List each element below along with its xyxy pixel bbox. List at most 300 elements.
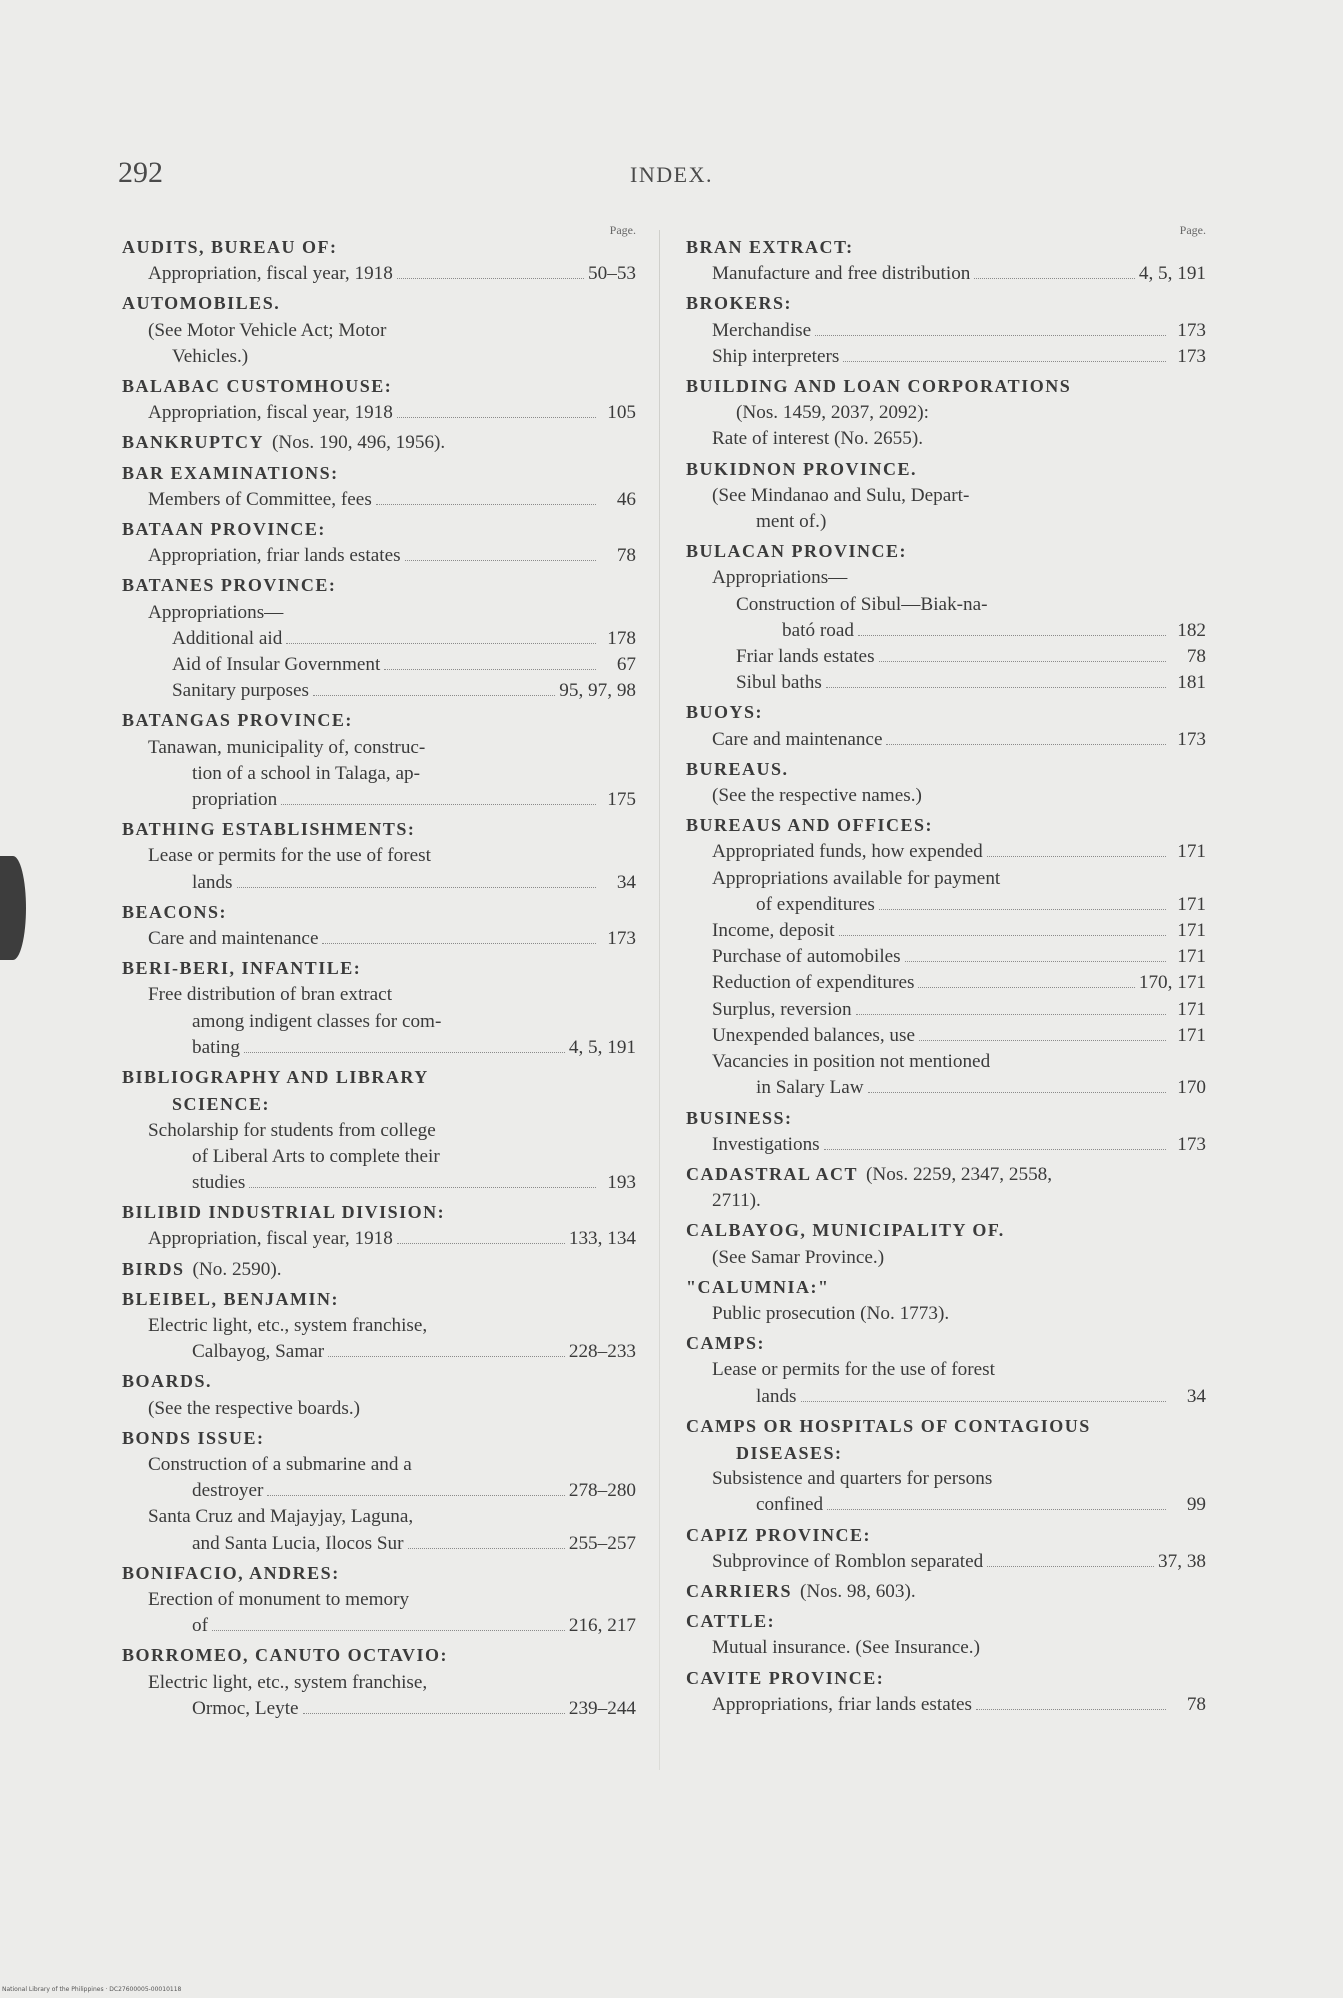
entry-heading-line (122, 1368, 636, 1395)
entry-heading-line (686, 1330, 1206, 1357)
entry-subline (686, 1384, 1206, 1410)
entry-heading-line (686, 1413, 1206, 1440)
entry-subline (686, 918, 1206, 944)
entry-subline (686, 261, 1206, 287)
index-entry (686, 699, 1206, 752)
entry-subline (122, 626, 636, 652)
entry-subline: (See Motor Vehicle Act; Motor (148, 319, 387, 341)
page-reference: 175 (607, 789, 636, 811)
page-reference: 67 (616, 654, 636, 676)
entry-subline (122, 1035, 636, 1061)
dot-leader (815, 335, 1166, 336)
entry-heading: CAMPS OR HOSPITALS OF CONTAGIOUS (686, 1415, 1091, 1436)
subentry-text: Appropriations, friar lands estates (712, 1693, 973, 1715)
entry-heading-line (686, 699, 1206, 726)
page-reference: 78 (616, 545, 636, 567)
entry-subline: Vacancies in position not mentioned (712, 1051, 991, 1073)
entry-subline: SCIENCE: (172, 1094, 271, 1115)
entry-subline (122, 1531, 636, 1557)
entry-subline: tion of a school in Talaga, ap- (192, 762, 420, 784)
page-reference: 133, 134 (568, 1228, 636, 1250)
entry-heading: BILIBID INDUSTRIAL DIVISION: (122, 1202, 446, 1223)
subentry-text: bató road (782, 619, 854, 641)
entry-subline: (See Mindanao and Sulu, Depart- (712, 484, 970, 506)
page-reference: 34 (1186, 1385, 1206, 1407)
page-reference: 173 (1177, 345, 1206, 367)
dot-leader (237, 887, 596, 888)
subentry-text: Merchandise (712, 319, 812, 341)
entry-heading: CALBAYOG, MUNICIPALITY OF. (686, 1220, 1005, 1241)
dot-leader (824, 1149, 1166, 1150)
entry-subline (122, 678, 636, 704)
dot-leader (376, 504, 596, 505)
page-reference: 173 (1177, 728, 1206, 750)
entry-subline (122, 787, 636, 813)
entry-heading-line (686, 373, 1206, 400)
entry-heading: BUSINESS: (686, 1107, 793, 1128)
entry-subline: (Nos. 1459, 2037, 2092): (736, 402, 929, 424)
entry-heading: CAVITE PROVINCE: (686, 1667, 885, 1688)
index-entry (122, 516, 636, 569)
entry-heading: BIRDS (122, 1258, 185, 1279)
entry-heading-line (122, 816, 636, 843)
subentry-text: and Santa Lucia, Ilocos Sur (192, 1532, 404, 1554)
entry-heading-reference: (No. 2590). (192, 1258, 282, 1280)
entry-heading: BAR EXAMINATIONS: (122, 462, 339, 483)
subentry-text: Care and maintenance (148, 928, 319, 950)
entry-subline (122, 1226, 636, 1252)
entry-subline (122, 543, 636, 569)
entry-heading: AUDITS, BUREAU OF: (122, 237, 338, 257)
entry-heading-line (122, 572, 636, 599)
entry-subline (686, 1549, 1206, 1575)
dot-leader (397, 278, 584, 279)
entry-heading-line (686, 1161, 1206, 1188)
entry-subline: Lease or permits for the use of forest (712, 1359, 995, 1381)
subentry-text: Additional aid (172, 627, 283, 649)
dot-leader (322, 943, 596, 944)
entry-heading-line (686, 1665, 1206, 1692)
entry-subline: Lease or permits for the use of forest (148, 845, 431, 867)
page-reference: 216, 217 (568, 1615, 636, 1637)
entry-heading-line (686, 538, 1206, 565)
entry-heading: BEACONS: (122, 901, 228, 922)
entry-heading-line (686, 456, 1206, 483)
page-reference: 173 (1177, 319, 1206, 341)
dot-leader (267, 1495, 564, 1496)
subentry-text: of expenditures (756, 893, 875, 915)
entry-heading: CADASTRAL ACT (686, 1163, 859, 1184)
index-entry (686, 1330, 1206, 1410)
entry-heading-line (122, 707, 636, 734)
index-entry (686, 1665, 1206, 1718)
entry-subline (122, 1478, 636, 1504)
entry-subline (686, 618, 1206, 644)
entry-subline: Electric light, etc., system franchise, (148, 1314, 428, 1336)
entry-heading-line (686, 1522, 1206, 1549)
entry-heading-line (122, 1256, 636, 1283)
dot-leader (281, 804, 596, 805)
dot-leader (212, 1630, 565, 1631)
index-entry (122, 1642, 636, 1722)
entry-heading: BONDS ISSUE: (122, 1427, 265, 1448)
entry-subline (122, 261, 636, 287)
entry-heading-line (122, 516, 636, 543)
dot-leader (286, 643, 596, 644)
entry-heading-line (122, 1064, 636, 1091)
entry-heading: BUREAUS AND OFFICES: (686, 815, 934, 836)
page-reference: 34 (616, 871, 636, 893)
entry-subline (122, 870, 636, 896)
entry-subline (686, 1692, 1206, 1718)
dot-leader (987, 856, 1166, 857)
subentry-text: Surplus, reversion (712, 998, 852, 1020)
index-entry (686, 1522, 1206, 1575)
subentry-text: Reduction of expenditures (712, 972, 915, 994)
subentry-text: Sanitary purposes (172, 680, 309, 702)
entry-heading-line (686, 1608, 1206, 1635)
page-reference: 99 (1186, 1494, 1206, 1516)
index-entry (122, 1256, 636, 1283)
index-entry (686, 1161, 1206, 1214)
subentry-text: lands (756, 1385, 797, 1407)
dot-leader (313, 695, 555, 696)
subentry-text: Appropriation, friar lands estates (148, 545, 401, 567)
dot-leader (408, 1548, 565, 1549)
index-entry (686, 1274, 1206, 1327)
index-entry (122, 1368, 636, 1421)
dot-leader (244, 1052, 565, 1053)
entry-heading-line (122, 429, 636, 456)
entry-subline: 2711). (712, 1190, 761, 1212)
subentry-text: Calbayog, Samar (192, 1341, 325, 1363)
dot-leader (879, 661, 1166, 662)
entry-heading: BIBLIOGRAPHY AND LIBRARY (122, 1067, 429, 1088)
entry-subline: of Liberal Arts to complete their (192, 1145, 440, 1167)
page-reference: 78 (1186, 1693, 1206, 1715)
dot-leader (843, 361, 1166, 362)
entry-heading: BATAAN PROVINCE: (122, 519, 326, 540)
entry-subline (122, 652, 636, 678)
entry-subline: among indigent classes for com- (192, 1010, 442, 1032)
index-entry (122, 290, 636, 370)
subentry-text: lands (192, 871, 233, 893)
page-reference: 171 (1177, 946, 1206, 968)
index-entry (122, 460, 636, 513)
index-entry (686, 456, 1206, 536)
subentry-text: Unexpended balances, use (712, 1024, 915, 1046)
index-entry (686, 1105, 1206, 1158)
entry-subline: (See the respective boards.) (148, 1397, 361, 1419)
entry-subline (122, 926, 636, 952)
dot-leader (801, 1401, 1166, 1402)
entry-subline: (See the respective names.) (712, 785, 922, 807)
index-entry (686, 1578, 1206, 1605)
dot-leader (879, 909, 1166, 910)
entry-heading: BUOYS: (686, 702, 764, 723)
entry-heading-line (122, 955, 636, 982)
entry-subline: (See Samar Province.) (712, 1246, 885, 1268)
entry-subline: Electric light, etc., system franchise, (148, 1671, 428, 1693)
entry-heading: CAPIZ PROVINCE: (686, 1524, 872, 1545)
page-reference: 182 (1177, 619, 1206, 641)
entry-subline (686, 318, 1206, 344)
index-entry (686, 234, 1206, 287)
index-entry (122, 234, 636, 287)
dot-leader (826, 687, 1166, 688)
index-entry (122, 1286, 636, 1366)
entry-subline (686, 1023, 1206, 1049)
entry-heading-line (686, 1105, 1206, 1132)
entry-heading: CARRIERS (686, 1580, 793, 1601)
entry-subline: Scholarship for students from college (148, 1119, 436, 1141)
page-reference: 46 (616, 488, 636, 510)
entry-heading: CAMPS: (686, 1333, 765, 1354)
entry-heading: BONIFACIO, ANDRES: (122, 1562, 340, 1583)
entry-heading: BATHING ESTABLISHMENTS: (122, 819, 416, 840)
entry-subline (122, 1170, 636, 1196)
subentry-text: bating (192, 1036, 240, 1058)
entry-subline: Free distribution of bran extract (148, 984, 393, 1006)
entry-heading-line (686, 756, 1206, 783)
index-entry (122, 707, 636, 813)
page-reference: 178 (607, 627, 636, 649)
page-reference: 37, 38 (1158, 1550, 1206, 1572)
index-entry (686, 1413, 1206, 1519)
page-reference: 171 (1177, 841, 1206, 863)
archive-mark: National Library of the Philippines · DC27600005-00010118 (2, 1986, 182, 1993)
index-entry (122, 955, 636, 1061)
subentry-text: propriation (192, 789, 278, 811)
page-reference: 173 (607, 928, 636, 950)
dot-leader (919, 1040, 1166, 1041)
entry-subline (686, 944, 1206, 970)
entry-subline: Subsistence and quarters for persons (712, 1468, 993, 1490)
entry-heading-line (122, 1425, 636, 1452)
page-reference: 105 (607, 402, 636, 424)
page-reference: 95, 97, 98 (559, 680, 636, 702)
entry-list-right (686, 234, 1206, 1718)
dot-leader (405, 560, 596, 561)
index-entry (122, 429, 636, 456)
entry-subline (122, 1339, 636, 1365)
subentry-text: Care and maintenance (712, 728, 883, 750)
entry-heading: BROKERS: (686, 293, 793, 314)
index-entry (122, 816, 636, 896)
entry-subline: Appropriations available for payment (712, 867, 1001, 889)
entry-subline (122, 487, 636, 513)
subentry-text: Friar lands estates (736, 646, 875, 668)
dot-leader (905, 961, 1166, 962)
entry-subline: Tanawan, municipality of, construc- (148, 736, 426, 758)
subentry-text: Appropriation, fiscal year, 1918 (148, 402, 393, 424)
entry-heading: BORROMEO, CANUTO OCTAVIO: (122, 1645, 449, 1666)
entry-heading: BERI-BERI, INFANTILE: (122, 958, 362, 979)
entry-subline (686, 1132, 1206, 1158)
page-reference: 171 (1177, 920, 1206, 942)
entry-subline: Construction of Sibul—Biak-na- (736, 593, 988, 615)
entry-heading: AUTOMOBILES. (122, 293, 281, 314)
dot-leader (868, 1092, 1166, 1093)
entry-subline: Vehicles.) (172, 345, 249, 367)
entry-heading: BOARDS. (122, 1371, 213, 1392)
index-entry (122, 1560, 636, 1640)
subentry-text: Manufacture and free distribution (712, 263, 971, 285)
entry-heading-reference: (Nos. 190, 496, 1956). (272, 432, 446, 454)
page-reference: 181 (1177, 672, 1206, 694)
entry-subline (122, 1696, 636, 1722)
subentry-text: Appropriation, fiscal year, 1918 (148, 263, 393, 285)
page-reference: 228–233 (568, 1341, 636, 1363)
page-reference: 170, 171 (1138, 972, 1206, 994)
entry-subline: ment of.) (756, 511, 827, 533)
entry-heading-line (686, 1578, 1206, 1605)
dot-leader (987, 1566, 1154, 1567)
dot-leader (856, 1014, 1166, 1015)
subentry-text: Ship interpreters (712, 345, 840, 367)
entry-heading-reference: (Nos. 2259, 2347, 2558, (866, 1163, 1053, 1185)
page-reference: 4, 5, 191 (568, 1036, 636, 1058)
entry-subline: Mutual insurance. (See Insurance.) (712, 1637, 980, 1659)
entry-subline: Rate of interest (No. 2655). (712, 428, 924, 450)
entry-heading: BULACAN PROVINCE: (686, 541, 908, 562)
subentry-text: Subprovince of Romblon separated (712, 1550, 984, 1572)
subentry-text: Ormoc, Leyte (192, 1697, 299, 1719)
entry-heading-line (686, 290, 1206, 317)
index-entry (122, 373, 636, 426)
entry-heading: CATTLE: (686, 1611, 776, 1632)
entry-subline: Appropriations— (712, 567, 848, 589)
entry-heading: BATANES PROVINCE: (122, 575, 337, 596)
index-entry (686, 290, 1206, 370)
dot-leader (303, 1713, 565, 1714)
entry-subline (122, 1613, 636, 1639)
index-entry (686, 373, 1206, 453)
page-reference: 171 (1177, 1024, 1206, 1046)
entry-subline: Construction of a submarine and a (148, 1453, 412, 1475)
page-reference: 170 (1177, 1077, 1206, 1099)
entry-heading-line (686, 234, 1206, 261)
page-reference: 171 (1177, 893, 1206, 915)
subentry-text: Members of Committee, fees (148, 488, 372, 510)
subentry-text: Investigations (712, 1133, 820, 1155)
entry-subline: Erection of monument to memory (148, 1588, 410, 1610)
entry-subline (686, 344, 1206, 370)
index-entry (122, 899, 636, 952)
entry-heading: BATANGAS PROVINCE: (122, 710, 353, 731)
dot-leader (976, 1709, 1166, 1710)
column-divider (659, 230, 660, 1770)
dot-leader (886, 744, 1166, 745)
subentry-text: studies (192, 1171, 246, 1193)
entry-heading: "CALUMNIA:" (686, 1276, 830, 1297)
page-column-label: Page. (609, 223, 636, 237)
entry-heading-line (122, 460, 636, 487)
page-reference: 50–53 (588, 263, 636, 285)
entry-heading: BLEIBEL, BENJAMIN: (122, 1288, 340, 1309)
index-entry (686, 538, 1206, 696)
entry-list-left (122, 234, 636, 1722)
index-entry (122, 1064, 636, 1196)
entry-subline (686, 670, 1206, 696)
subentry-text: Appropriated funds, how expended (712, 841, 983, 863)
index-column-left (122, 222, 636, 1722)
subentry-text: destroyer (192, 1480, 264, 1502)
entry-heading: BUILDING AND LOAN CORPORATIONS (686, 376, 1072, 397)
dot-leader (328, 1356, 565, 1357)
entry-heading: BUKIDNON PROVINCE. (686, 458, 918, 479)
page-reference: 278–280 (568, 1480, 636, 1502)
entry-heading-line (122, 234, 636, 261)
entry-heading-line (686, 812, 1206, 839)
entry-heading-line (122, 899, 636, 926)
dot-leader (918, 987, 1134, 988)
entry-heading-line (686, 1217, 1206, 1244)
entry-subline: Public prosecution (No. 1773). (712, 1302, 950, 1324)
subentry-text: Income, deposit (712, 920, 835, 942)
subentry-text: Purchase of automobiles (712, 946, 901, 968)
scan-thumb-smear (0, 856, 26, 960)
page-reference: 4, 5, 191 (1138, 263, 1206, 285)
page-reference: 255–257 (568, 1532, 636, 1554)
entry-heading: BUREAUS. (686, 758, 789, 779)
page-reference: 78 (1186, 646, 1206, 668)
entry-heading-line (122, 1642, 636, 1669)
entry-subline (122, 400, 636, 426)
dot-leader (974, 278, 1134, 279)
index-entry (686, 812, 1206, 1101)
entry-heading-line (122, 290, 636, 317)
subentry-text: in Salary Law (756, 1077, 864, 1099)
entry-subline: Appropriations— (148, 601, 284, 623)
entry-heading-line (686, 1274, 1206, 1301)
page-reference: 173 (1177, 1133, 1206, 1155)
index-entry (122, 1199, 636, 1252)
entry-heading: BANKRUPTCY (122, 432, 265, 453)
index-entry (122, 1425, 636, 1557)
entry-subline: Santa Cruz and Majayjay, Laguna, (148, 1506, 414, 1528)
subentry-text: Aid of Insular Government (172, 654, 381, 676)
entry-subline (686, 892, 1206, 918)
running-title: INDEX. (630, 162, 713, 187)
index-entry (686, 1217, 1206, 1270)
dot-leader (858, 635, 1166, 636)
index-column-right (686, 222, 1206, 1718)
entry-heading-line (122, 373, 636, 400)
dot-leader (397, 1243, 565, 1244)
entry-subline (686, 997, 1206, 1023)
dot-leader (827, 1509, 1166, 1510)
dot-leader (249, 1187, 596, 1188)
entry-subline (686, 727, 1206, 753)
entry-subline (686, 970, 1206, 996)
entry-subline (686, 839, 1206, 865)
dot-leader (384, 669, 596, 670)
entry-heading-line (122, 1199, 636, 1226)
subentry-text: confined (756, 1494, 824, 1516)
entry-heading: BRAN EXTRACT: (686, 237, 854, 257)
entry-heading-line (122, 1286, 636, 1313)
entry-subline (686, 1075, 1206, 1101)
subentry-text: Appropriation, fiscal year, 1918 (148, 1228, 393, 1250)
dot-leader (397, 417, 596, 418)
page-reference: 239–244 (568, 1697, 636, 1719)
entry-subline (686, 1492, 1206, 1518)
page-reference: 171 (1177, 998, 1206, 1020)
entry-subline: DISEASES: (736, 1442, 843, 1463)
subentry-text: Sibul baths (736, 672, 822, 694)
page-number: 292 (118, 156, 163, 189)
